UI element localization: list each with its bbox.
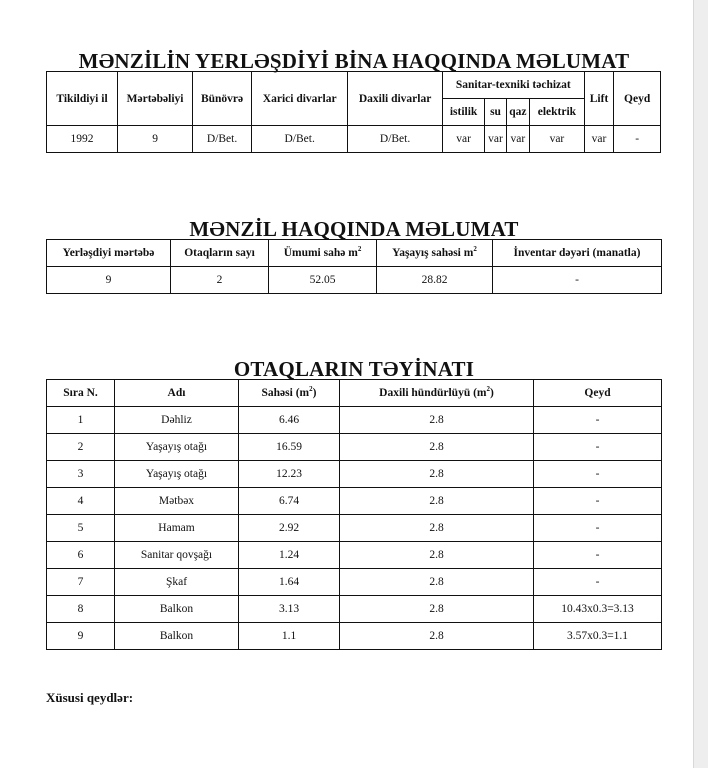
header-total-area: Ümumi sahə $m^2$ — [269, 240, 377, 267]
header-floor: Yerləşdiyi mərtəbə — [47, 240, 171, 267]
cell-room-name: Sanitar qovşağı — [115, 542, 239, 569]
page-edge — [693, 0, 708, 768]
header-foundation: Bünövrə — [193, 72, 252, 126]
cell-room-height: 2.8 — [340, 488, 534, 515]
cell-room-area: 3.13 — [239, 596, 340, 623]
cell-index: 2 — [47, 434, 115, 461]
cell-room-note: - — [534, 569, 662, 596]
cell-foundation: D/Bet. — [193, 126, 252, 153]
cell-lift: var — [584, 126, 613, 153]
building-info-table — [46, 71, 661, 153]
header-sanitary: Sanitar-texniki təchizat — [442, 72, 584, 99]
apartment-section-title: MƏNZİL HAQQINDA MƏLUMAT — [189, 217, 519, 241]
cell-electric: var — [530, 126, 585, 153]
cell-room-name: Balkon — [115, 623, 239, 650]
cell-outer-walls: D/Bet. — [251, 126, 347, 153]
cell-room-name: Balkon — [115, 596, 239, 623]
cell-room-note: - — [534, 461, 662, 488]
cell-room-note: - — [534, 434, 662, 461]
cell-floor: 9 — [47, 267, 171, 294]
table-row — [47, 267, 662, 294]
cell-room-height: 2.8 — [340, 542, 534, 569]
cell-room-area: 1.24 — [239, 542, 340, 569]
rooms-table-body — [47, 407, 662, 650]
cell-index: 5 — [47, 515, 115, 542]
header-gas: qaz — [506, 99, 529, 126]
apartment-info-table — [46, 239, 662, 294]
table-row — [47, 596, 662, 623]
cell-room-height: 2.8 — [340, 569, 534, 596]
header-water: su — [485, 99, 506, 126]
table-row — [47, 407, 662, 434]
cell-floors: 9 — [118, 126, 193, 153]
cell-room-area: 1.1 — [239, 623, 340, 650]
cell-room-height: 2.8 — [340, 434, 534, 461]
cell-room-note: - — [534, 407, 662, 434]
header-floors: Mərtəbəliyi — [118, 72, 193, 126]
header-outer-walls: Xarici divarlar — [251, 72, 347, 126]
rooms-section-title: OTAQLARIN TƏYİNATI — [233, 357, 475, 381]
header-heating: istilik — [442, 99, 485, 126]
cell-room-area: 16.59 — [239, 434, 340, 461]
building-section-title: MƏNZİLİN YERLƏŞDİYİ BİNA HAQQINDA MƏLUMAT — [78, 49, 630, 73]
header-room-area: Sahəsi $(m^2)$ — [239, 380, 340, 407]
table-row — [47, 623, 662, 650]
cell-living-area: 28.82 — [377, 267, 493, 294]
cell-room-note: - — [534, 488, 662, 515]
header-lift: Lift — [584, 72, 613, 126]
cell-room-area: 1.64 — [239, 569, 340, 596]
cell-gas: var — [506, 126, 529, 153]
cell-index: 8 — [47, 596, 115, 623]
cell-note: - — [614, 126, 661, 153]
header-rooms-count: Otaqların sayı — [171, 240, 269, 267]
header-room-note: Qeyd — [534, 380, 662, 407]
cell-room-height: 2.8 — [340, 515, 534, 542]
cell-room-area: 6.46 — [239, 407, 340, 434]
cell-inner-walls: D/Bet. — [348, 126, 442, 153]
table-row — [47, 126, 661, 153]
cell-index: 3 — [47, 461, 115, 488]
cell-room-height: 2.8 — [340, 596, 534, 623]
cell-room-note: - — [534, 542, 662, 569]
cell-room-area: 6.74 — [239, 488, 340, 515]
cell-index: 9 — [47, 623, 115, 650]
cell-index: 7 — [47, 569, 115, 596]
cell-heating: var — [442, 126, 485, 153]
cell-room-name: Şkaf — [115, 569, 239, 596]
cell-room-name: Yaşayış otağı — [115, 434, 239, 461]
cell-room-note: 10.43x0.3=3.13 — [534, 596, 662, 623]
table-row — [47, 488, 662, 515]
rooms-table — [46, 379, 662, 650]
cell-index: 6 — [47, 542, 115, 569]
cell-rooms-count: 2 — [171, 267, 269, 294]
cell-index: 1 — [47, 407, 115, 434]
table-row — [47, 515, 662, 542]
table-row — [47, 542, 662, 569]
cell-room-height: 2.8 — [340, 623, 534, 650]
header-living-area: Yaşayış sahəsi $m^2$ — [377, 240, 493, 267]
table-row — [47, 569, 662, 596]
header-index: Sıra N. — [47, 380, 115, 407]
cell-room-note: 3.57x0.3=1.1 — [534, 623, 662, 650]
cell-total-area: 52.05 — [269, 267, 377, 294]
header-note: Qeyd — [614, 72, 661, 126]
cell-room-height: 2.8 — [340, 407, 534, 434]
cell-room-area: 12.23 — [239, 461, 340, 488]
header-inventory-value: İnventar dəyəri (manatla) — [493, 240, 662, 267]
table-row — [47, 461, 662, 488]
cell-room-name: Dəhliz — [115, 407, 239, 434]
cell-index: 4 — [47, 488, 115, 515]
header-room-height: Daxili hündürlüyü $(m^2)$ — [340, 380, 534, 407]
cell-year-built: 1992 — [47, 126, 118, 153]
cell-room-name: Yaşayış otağı — [115, 461, 239, 488]
header-room-name: Adı — [115, 380, 239, 407]
cell-room-name: Hamam — [115, 515, 239, 542]
header-year-built: Tikildiyi il — [47, 72, 118, 126]
table-row — [47, 434, 662, 461]
header-inner-walls: Daxili divarlar — [348, 72, 442, 126]
cell-inventory-value: - — [493, 267, 662, 294]
header-electric: elektrik — [530, 99, 585, 126]
cell-room-note: - — [534, 515, 662, 542]
cell-room-height: 2.8 — [340, 461, 534, 488]
cell-water: var — [485, 126, 506, 153]
cell-room-name: Mətbəx — [115, 488, 239, 515]
special-notes-label: Xüsusi qeydlər: — [46, 690, 134, 705]
cell-room-area: 2.92 — [239, 515, 340, 542]
